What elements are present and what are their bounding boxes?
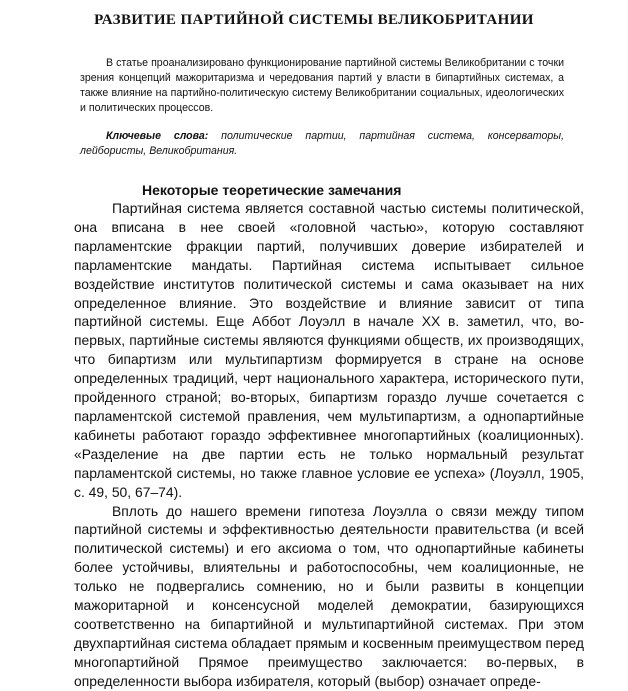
section-heading: Некоторые теоретические замечания <box>142 182 402 198</box>
body-text <box>74 199 584 691</box>
article-title: РАЗВИТИЕ ПАРТИЙНОЙ СИСТЕМЫ ВЕЛИКОБРИТАНИИ <box>94 12 534 28</box>
abstract: В статье проанализировано функционирование партийной системы Великобритании с точки зрения концепций мажоритаризма и чередования партий у власти в бипартийных системах, а также влияние на партийно-политическую систему Великобритании социальных, идеологических и политических процессов. <box>80 57 564 114</box>
keywords-text: политические партии, партийная система, консерваторы, лейбористы, Великобритания. <box>80 130 565 157</box>
keywords-label: Ключевые слова: <box>106 130 209 142</box>
keywords <box>80 129 564 159</box>
paragraph-2: Вплоть до нашего времени гипотеза Лоуэлла о связи между типом партийной системы и эффективностью деятельности правительства (и всей политической системы) и его аксиома о том, что однопартийные кабинеты более устойчивы, влиятельны и работоспособны, чем коалиционные, не только не подвергались сомнению, но и были развиты в концепции мажоритарной и консенсусной моделей демократии, базирующихся соответственно на бипартийной и мультипартийной системах. При этом двухпартийная система обладает прямым и косвенным преимуществом перед многопартийной Прямое преимущество заключается: во-первых, в определенности выбора избирателя, который (выбор) означает опреде- <box>74 502 584 689</box>
paragraph-1: Партийная система является составной частью системы политической, она вписана в нее своей «головной частью», которую составляют парламентские фракции партий, получивших доверие избирателей и парламентские мандаты. Партийная система испытывает сильное воздействие институтов политической системы и сама оказывает на них определенное влияние. Это воздействие и влияние зависит от типа партийной системы. Еще Аббот Лоуэлл в начале XX в. заметил, что, во-первых, партийные системы являются функциями обществ, их производящих, что бипартизм или мультипартизм формируется в стране на основе определенных традиций, черт национального характера, исторического пути, пройденного страной; во-вторых, бипартизм гораздо лучше сочетается с парламентской системой правления, чем мультипартизм, а однопартийные кабинеты работают гораздо эффективнее многопартийных (коалиционных). «Разделение на две партии есть не только нормальный результат парламентской системы, но также главное условие ее успеха» (Лоуэлл, 1905, с. 49, 50, 67–74). <box>74 200 584 500</box>
article-page <box>44 10 584 691</box>
